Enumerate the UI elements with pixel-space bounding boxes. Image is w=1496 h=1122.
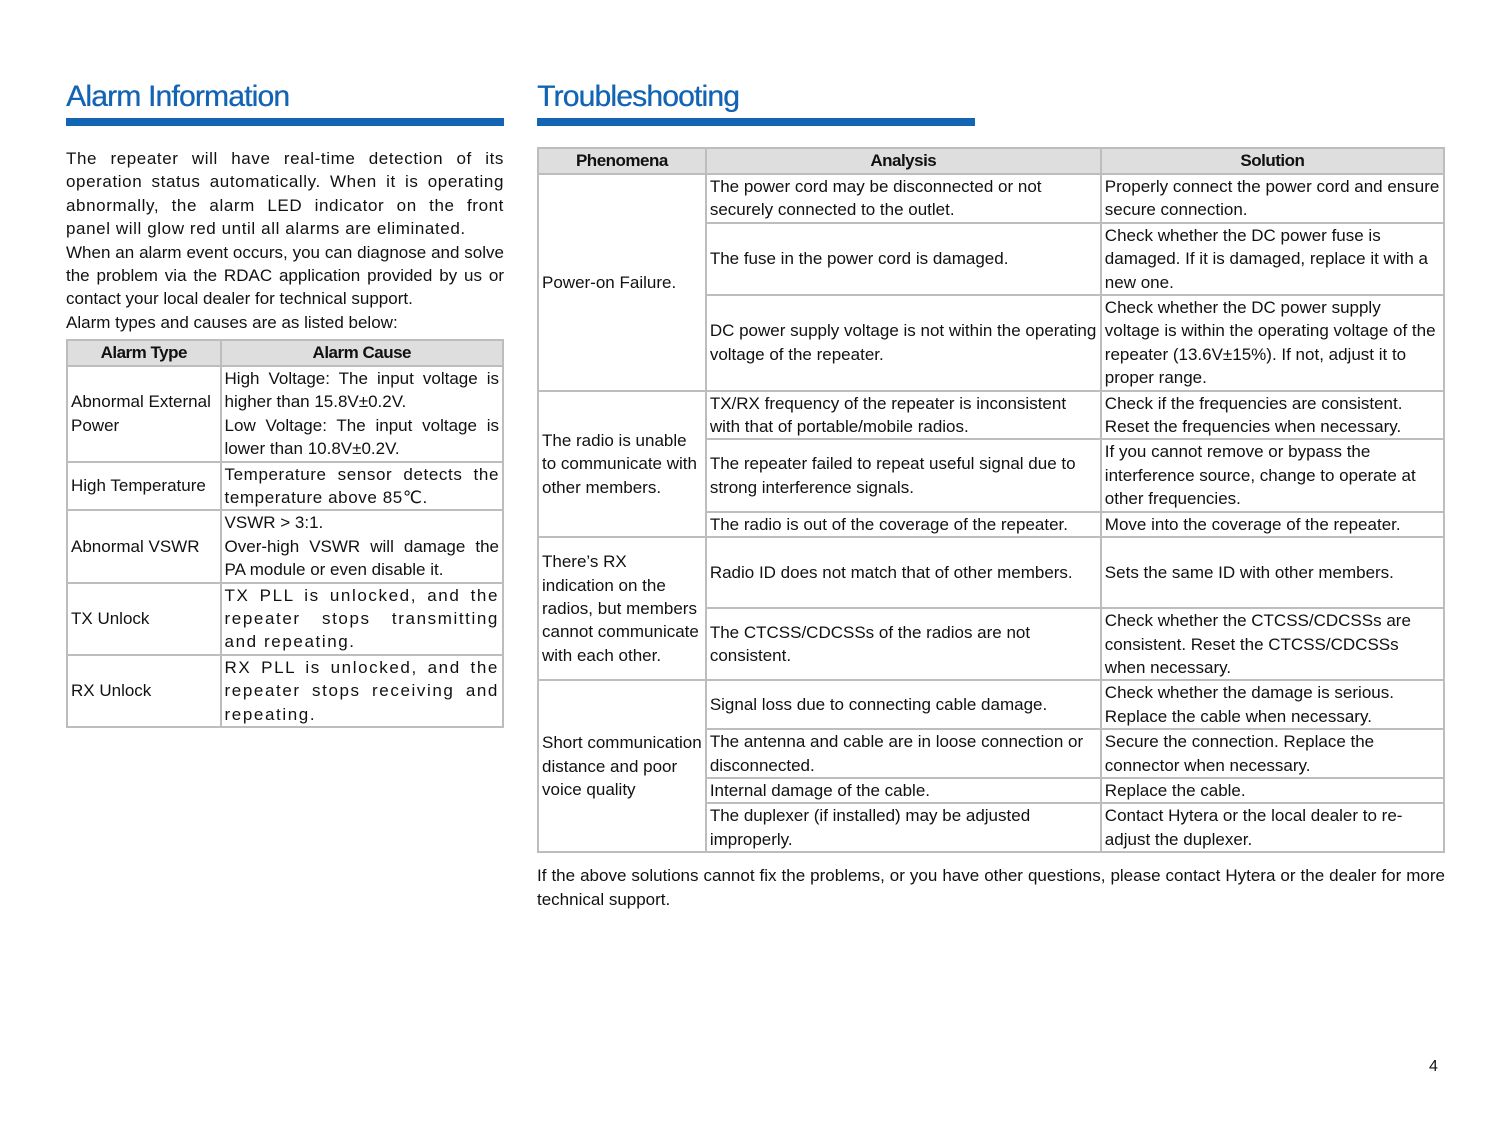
analysis-cell: The fuse in the power cord is damaged.	[706, 223, 1101, 295]
troubleshooting-table	[537, 147, 1445, 853]
alarm-intro-paragraph: The repeater will have real-time detection of its operation status automatically. When it is operating abnormally, the alarm LED indicator on the front panel will glow red until all alarms are eliminated.	[66, 149, 504, 239]
alarm-cause-cell	[221, 583, 503, 655]
solution-cell: Secure the connection. Replace the connector when necessary.	[1101, 729, 1444, 778]
table-row	[538, 391, 1444, 440]
solution-cell: Sets the same ID with other members.	[1101, 537, 1444, 608]
solution-cell: Replace the cable.	[1101, 778, 1444, 803]
solution-cell: Contact Hytera or the local dealer to re-adjust the duplexer.	[1101, 803, 1444, 852]
alarm-cause-line: VSWR > 3:1.	[224, 513, 324, 533]
analysis-cell: The power cord may be disconnected or not securely connected to the outlet.	[706, 174, 1101, 223]
analysis-cell: The repeater failed to repeat useful signal due to strong interference signals.	[706, 439, 1101, 511]
alarm-cause-cell	[221, 655, 503, 727]
phenomenon-cell: The radio is unable to communicate with other members.	[538, 391, 706, 537]
alarm-type-cell: Abnormal VSWR	[67, 510, 221, 582]
alarm-table	[66, 339, 504, 728]
analysis-cell: The radio is out of the coverage of the repeater.	[706, 512, 1101, 537]
alarm-cause-cell	[221, 366, 503, 462]
alarm-intro-paragraph: When an alarm event occurs, you can diagnose and solve the problem via the RDAC application provided by us or contact your local dealer for technical support.	[66, 242, 504, 309]
troubleshooting-header-row	[538, 148, 1444, 174]
alarm-type-cell: High Temperature	[67, 462, 221, 511]
phenomenon-cell: There’s RX indication on the radios, but members cannot communicate with each other.	[538, 537, 706, 680]
alarm-type-header: Alarm Type	[67, 340, 221, 366]
analysis-header: Analysis	[706, 148, 1101, 174]
analysis-cell: DC power supply voltage is not within the operating voltage of the repeater.	[706, 295, 1101, 391]
solution-cell: Check whether the DC power fuse is damaged. If it is damaged, replace it with a new one.	[1101, 223, 1444, 295]
alarm-cause-cell	[221, 510, 503, 582]
troubleshooting-title: Troubleshooting	[537, 80, 740, 113]
table-row	[67, 462, 503, 511]
solution-cell: Check if the frequencies are consistent. Reset the frequencies when necessary.	[1101, 391, 1444, 440]
solution-cell: Properly connect the power cord and ensure secure connection.	[1101, 174, 1444, 223]
alarm-cause-cell	[221, 462, 503, 511]
alarm-intro-paragraph: Alarm types and causes are as listed below:	[66, 312, 398, 332]
analysis-cell: The duplexer (if installed) may be adjusted improperly.	[706, 803, 1101, 852]
analysis-cell: The antenna and cable are in loose connection or disconnected.	[706, 729, 1101, 778]
phenomenon-cell: Short communication distance and poor voice quality	[538, 680, 706, 852]
alarm-table-header-row	[67, 340, 503, 366]
table-row	[538, 537, 1444, 608]
solution-cell: If you cannot remove or bypass the interference source, change to operate at other frequencies.	[1101, 439, 1444, 511]
analysis-cell: The CTCSS/CDCSSs of the radios are not consistent.	[706, 608, 1101, 680]
solution-cell: Check whether the DC power supply voltage is within the operating voltage of the repeater (13.6V±15%). If not, adjust it to proper range.	[1101, 295, 1444, 391]
table-row	[67, 655, 503, 727]
analysis-cell: Internal damage of the cable.	[706, 778, 1101, 803]
phenomenon-cell: Power-on Failure.	[538, 174, 706, 391]
analysis-cell: TX/RX frequency of the repeater is inconsistent with that of portable/mobile radios.	[706, 391, 1101, 440]
alarm-cause-line: TX PLL is unlocked, and the repeater stops transmitting and repeating.	[224, 585, 499, 652]
alarm-type-cell: RX Unlock	[67, 655, 221, 727]
alarm-cause-line: High Voltage: The input voltage is higher than 15.8V±0.2V.	[224, 369, 499, 412]
table-row	[67, 366, 503, 462]
alarm-cause-line: Temperature sensor detects the temperature above 85℃.	[224, 464, 499, 508]
troubleshooting-title-underline	[537, 118, 975, 126]
support-note: If the above solutions cannot fix the problems, or you have other questions, please contact Hytera or the dealer for more technical support.	[537, 866, 1445, 909]
alarm-information-title: Alarm Information	[66, 80, 290, 113]
analysis-cell: Radio ID does not match that of other members.	[706, 537, 1101, 608]
table-row	[538, 174, 1444, 223]
solution-header: Solution	[1101, 148, 1444, 174]
alarm-type-cell: TX Unlock	[67, 583, 221, 655]
alarm-cause-header: Alarm Cause	[221, 340, 503, 366]
alarm-type-cell: Abnormal External Power	[67, 366, 221, 462]
analysis-cell: Signal loss due to connecting cable damage.	[706, 680, 1101, 729]
table-row	[67, 583, 503, 655]
table-row	[538, 680, 1444, 729]
alarm-intro	[66, 147, 504, 334]
alarm-title-underline	[66, 118, 504, 126]
solution-cell: Check whether the damage is serious. Replace the cable when necessary.	[1101, 680, 1444, 729]
solution-cell: Move into the coverage of the repeater.	[1101, 512, 1444, 537]
page-number: 4	[1429, 1058, 1438, 1075]
table-row	[67, 510, 503, 582]
solution-cell: Check whether the CTCSS/CDCSSs are consistent. Reset the CTCSS/CDCSSs when necessary.	[1101, 608, 1444, 680]
alarm-cause-line: Low Voltage: The input voltage is lower than 10.8V±0.2V.	[224, 415, 499, 459]
alarm-cause-line: RX PLL is unlocked, and the repeater stops receiving and repeating.	[224, 657, 499, 724]
alarm-cause-line: Over-high VSWR will damage the PA module or even disable it.	[224, 536, 499, 580]
phenomena-header: Phenomena	[538, 148, 706, 174]
